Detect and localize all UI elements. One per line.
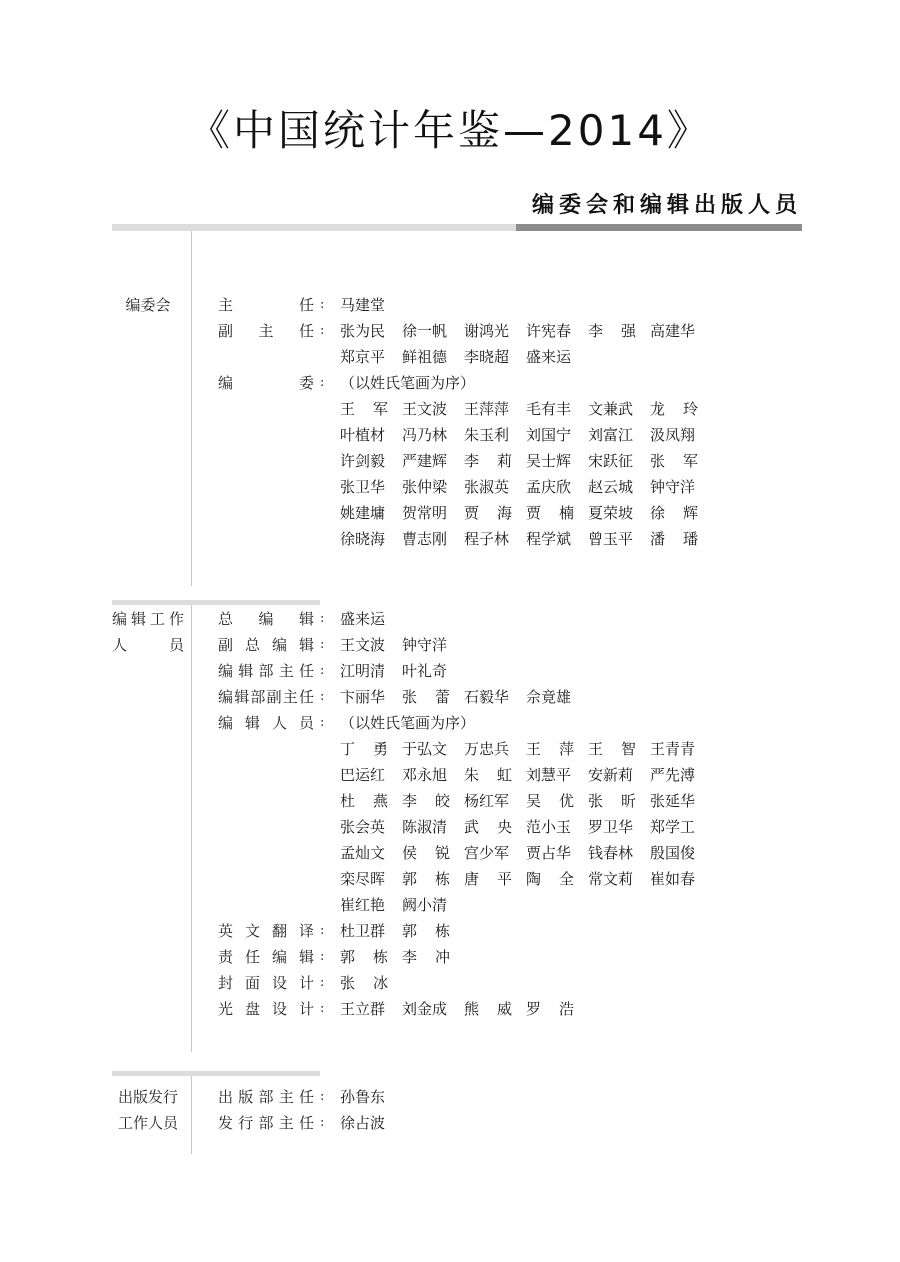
role-label: 主任	[218, 296, 314, 314]
person-name: 钟守洋	[402, 636, 448, 654]
staff-row	[218, 788, 718, 814]
staff-row	[218, 632, 718, 658]
staff-row	[218, 710, 718, 736]
ordering-note: （以姓氏笔画为序）	[340, 714, 476, 732]
person-name: 崔如春	[650, 870, 696, 888]
person-name: 杜卫群	[340, 922, 386, 940]
role-colon: :	[320, 1001, 325, 1016]
person-name: 殷国俊	[650, 844, 696, 862]
person-name: 程子林	[464, 530, 510, 548]
staff-row	[218, 526, 718, 552]
role-colon: :	[320, 923, 325, 938]
person-name: 常文莉	[588, 870, 634, 888]
person-name: 刘慧平	[526, 766, 572, 784]
person-name: 郑京平	[340, 348, 386, 366]
role-colon: :	[320, 1089, 325, 1104]
person-name: 徐辉	[650, 504, 698, 522]
person-name: 阙小清	[402, 896, 448, 914]
staff-row	[218, 344, 718, 370]
staff-row	[218, 814, 718, 840]
person-name: 安新莉	[588, 766, 634, 784]
person-name: 钱春林	[588, 844, 634, 862]
person-name: 孟灿文	[340, 844, 386, 862]
divider-line-2	[191, 602, 192, 1052]
staff-row	[218, 370, 718, 396]
section-label-line: 编辑工作	[112, 610, 184, 628]
person-name: 严建辉	[402, 452, 448, 470]
person-name: 王军	[340, 400, 388, 418]
person-name: 范小玉	[526, 818, 572, 836]
person-name: 徐占波	[340, 1114, 386, 1132]
person-name: 李莉	[464, 452, 512, 470]
staff-row	[218, 658, 718, 684]
person-name: 江明清	[340, 662, 386, 680]
person-name: 严先溥	[650, 766, 696, 784]
person-name: 徐晓海	[340, 530, 386, 548]
person-name: 丁勇	[340, 740, 388, 758]
person-name: 贺常明	[402, 504, 448, 522]
staff-row	[218, 762, 718, 788]
person-name: 朱玉利	[464, 426, 510, 444]
person-name: 张昕	[588, 792, 636, 810]
section-bar-3	[112, 1071, 320, 1076]
role-label: 责任编辑	[218, 948, 314, 966]
person-name: 邓永旭	[402, 766, 448, 784]
staff-row	[218, 944, 718, 970]
role-colon: :	[320, 637, 325, 652]
staff-row	[218, 448, 718, 474]
person-name: 王萍萍	[464, 400, 510, 418]
person-name: 吴士辉	[526, 452, 572, 470]
role-colon: :	[320, 297, 325, 312]
person-name: 陈淑清	[402, 818, 448, 836]
section-bar-2	[112, 600, 320, 605]
staff-row	[218, 684, 718, 710]
staff-row	[218, 606, 718, 632]
person-name: 熊威	[464, 1000, 512, 1018]
person-name: 曾玉平	[588, 530, 634, 548]
person-name: 钟守洋	[650, 478, 696, 496]
staff-row	[218, 422, 718, 448]
person-name: 张为民	[340, 322, 386, 340]
section-label-line: 人员	[112, 636, 184, 654]
person-name: 徐一帆	[402, 322, 448, 340]
person-name: 万忠兵	[464, 740, 510, 758]
person-name: 孙鲁东	[340, 1088, 386, 1106]
divider-line-1	[191, 231, 192, 586]
person-name: 罗浩	[526, 1000, 574, 1018]
person-name: 吴优	[526, 792, 574, 810]
person-name: 张卫华	[340, 478, 386, 496]
role-colon: :	[320, 715, 325, 730]
person-name: 郭栋	[340, 948, 388, 966]
person-name: 刘国宁	[526, 426, 572, 444]
role-label: 编辑部主任	[218, 662, 314, 680]
staff-row	[218, 840, 718, 866]
person-name: 张淑英	[464, 478, 510, 496]
page-title: 《中国统计年鉴—2014》	[188, 106, 712, 155]
staff-row	[218, 396, 718, 422]
person-name: 罗卫华	[588, 818, 634, 836]
staff-row	[218, 970, 718, 996]
person-name: 汲凤翔	[650, 426, 696, 444]
staff-row	[218, 736, 718, 762]
role-colon: :	[320, 1115, 325, 1130]
person-name: 武央	[464, 818, 512, 836]
section-label	[112, 292, 184, 318]
staff-row	[218, 918, 718, 944]
person-name: 程学斌	[526, 530, 572, 548]
section-label-line: 出版发行	[117, 1088, 178, 1106]
role-label: 总编辑	[218, 610, 314, 628]
person-name: 贾楠	[526, 504, 574, 522]
section-label-line: 编委会	[125, 296, 171, 314]
role-colon: :	[320, 975, 325, 990]
person-name: 张延华	[650, 792, 696, 810]
person-name: 赵云城	[588, 478, 634, 496]
role-colon: :	[320, 611, 325, 626]
person-name: 宫少军	[464, 844, 510, 862]
staff-row	[218, 500, 718, 526]
person-name: 李晓超	[464, 348, 510, 366]
role-label: 编辑部副主任	[218, 688, 314, 706]
person-name: 朱虹	[464, 766, 512, 784]
staff-row	[218, 1110, 718, 1136]
role-colon: :	[320, 323, 325, 338]
staff-row	[218, 1084, 718, 1110]
person-name: 崔红艳	[340, 896, 386, 914]
person-name: 于弘文	[402, 740, 448, 758]
person-name: 郭栋	[402, 870, 450, 888]
person-name: 高建华	[650, 322, 696, 340]
person-name: 盛来运	[340, 610, 386, 628]
page-subtitle: 编委会和编辑出版人员	[531, 193, 802, 218]
person-name: 谢鸿光	[464, 322, 510, 340]
person-name: 鲜祖德	[402, 348, 448, 366]
person-name: 王立群	[340, 1000, 386, 1018]
person-name: 栾尽晖	[340, 870, 386, 888]
person-name: 王萍	[526, 740, 574, 758]
role-label: 副总编辑	[218, 636, 314, 654]
staff-row	[218, 474, 718, 500]
person-name: 姚建墉	[340, 504, 386, 522]
person-name: 佘竟雄	[526, 688, 572, 706]
role-label: 英文翻译	[218, 922, 314, 940]
person-name: 郭栋	[402, 922, 450, 940]
person-name: 李皎	[402, 792, 450, 810]
role-label: 光盘设计	[218, 1000, 314, 1018]
role-label: 编委	[218, 374, 314, 392]
person-name: 张仲梁	[402, 478, 448, 496]
role-label: 发行部主任	[218, 1114, 314, 1132]
header-bar-dark	[516, 224, 802, 231]
person-name: 贾海	[464, 504, 512, 522]
divider-line-3	[191, 1076, 192, 1154]
person-name: 李强	[588, 322, 636, 340]
person-name: 侯锐	[402, 844, 450, 862]
person-name: 王智	[588, 740, 636, 758]
person-name: 郑学工	[650, 818, 696, 836]
person-name: 叶礼奇	[402, 662, 448, 680]
person-name: 潘璠	[650, 530, 698, 548]
person-name: 李冲	[402, 948, 450, 966]
role-label: 出版部主任	[218, 1088, 314, 1106]
staff-row	[218, 292, 718, 318]
person-name: 龙玲	[650, 400, 698, 418]
staff-row	[218, 996, 718, 1022]
role-label: 副主任	[218, 322, 314, 340]
section-label	[112, 1084, 184, 1136]
role-colon: :	[320, 689, 325, 704]
person-name: 许宪春	[526, 322, 572, 340]
ordering-note: （以姓氏笔画为序）	[340, 374, 476, 392]
staff-row	[218, 866, 718, 892]
role-label: 封面设计	[218, 974, 314, 992]
person-name: 盛来运	[526, 348, 572, 366]
person-name: 石毅华	[464, 688, 510, 706]
role-colon: :	[320, 949, 325, 964]
person-name: 曹志刚	[402, 530, 448, 548]
person-name: 王文波	[340, 636, 386, 654]
person-name: 杨红军	[464, 792, 510, 810]
person-name: 孟庆欣	[526, 478, 572, 496]
person-name: 毛有丰	[526, 400, 572, 418]
person-name: 王文波	[402, 400, 448, 418]
section-label-line: 工作人员	[117, 1114, 178, 1132]
person-name: 许剑毅	[340, 452, 386, 470]
person-name: 叶植材	[340, 426, 386, 444]
person-name: 王青青	[650, 740, 696, 758]
person-name: 夏荣坡	[588, 504, 634, 522]
person-name: 杜燕	[340, 792, 388, 810]
person-name: 张会英	[340, 818, 386, 836]
person-name: 文兼武	[588, 400, 634, 418]
person-name: 宋跃征	[588, 452, 634, 470]
person-name: 唐平	[464, 870, 512, 888]
person-name: 卞丽华	[340, 688, 386, 706]
staff-row	[218, 318, 718, 344]
role-colon: :	[320, 375, 325, 390]
person-name: 张军	[650, 452, 698, 470]
person-name: 刘富江	[588, 426, 634, 444]
person-name: 张蕾	[402, 688, 450, 706]
person-name: 刘金成	[402, 1000, 448, 1018]
person-name: 马建堂	[340, 296, 386, 314]
person-name: 陶全	[526, 870, 574, 888]
role-colon: :	[320, 663, 325, 678]
section-label	[112, 606, 184, 658]
person-name: 冯乃林	[402, 426, 448, 444]
person-name: 张冰	[340, 974, 388, 992]
role-label: 编辑人员	[218, 714, 314, 732]
header-bar-light	[112, 224, 516, 231]
staff-row	[218, 892, 718, 918]
person-name: 贾占华	[526, 844, 572, 862]
person-name: 巴运红	[340, 766, 386, 784]
